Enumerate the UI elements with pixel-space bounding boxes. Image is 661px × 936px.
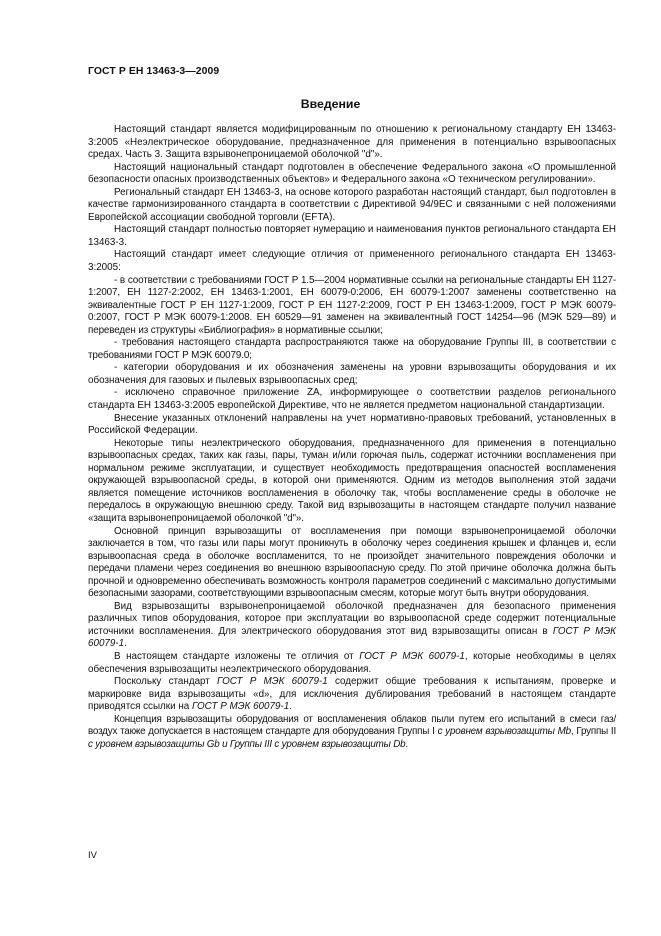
text-run: В настоящем стандарте изложены те отличия от xyxy=(114,650,360,662)
text-run: . xyxy=(124,638,127,650)
paragraph xyxy=(88,676,616,714)
text-run: , Группы II xyxy=(570,726,617,738)
italic-run: с уровнем взрывозащиты Mb xyxy=(437,726,571,738)
paragraph: Региональный стандарт ЕН 13463-3, на основе которого разработан настоящий стандарт, был подготовлен в качестве гармонизированного стандарта в соответствии с Директивой 94/9ЕС и связанными с ней положениями Европейской ассоциации свободной торговли (EFTA). xyxy=(88,186,616,223)
introduction-body xyxy=(88,124,616,751)
paragraph: Настоящий национальный стандарт подготовлен в обеспечение Федерального закона «О промышленной безопасности опасных производственных объектов» и Федерального закона «О техническом регулировании». xyxy=(88,161,616,186)
section-title: Введение xyxy=(300,97,361,111)
standard-reference: ГОСТ Р МЭК 60079-1 xyxy=(88,625,616,650)
text-run: , которые необходимы в целях обеспечения взрывозащиты неэлектрического оборудования. xyxy=(88,650,617,675)
paragraph: Настоящий стандарт является модифицированным по отношению к региональному стандарту ЕН 13463-3:2005 «Неэлектрическое оборудование, предназначенное для применения в потенциально взрывоопасных средах. Часть 3. Защита взрывонепроницаемой оболочкой "d"». xyxy=(88,124,616,161)
standard-reference: ГОСТ Р МЭК 60079-1 xyxy=(217,676,328,688)
italic-run: с уровнем взрывозащиты Gb и Группы III с уровнем взрывозащиты Db xyxy=(88,738,406,750)
paragraph: Основной принцип взрывозащиты от воспламенения при помощи взрывонепроницаемой оболочки заключается в том, что газы или пары могут проникнуть в оболочку через соединения крышек и фланцев и, если взрывоопасная среда в оболочке воспламенится, то не произойдет значительного повреждения оболочки и передачи пламени через соединения во внешнюю взрывоопасную среду. По этой причине оболочка должна быть прочной и одновременно обеспечивать возможность контроля параметров соединений с максимально допустимыми безопасными зазорами, соответствующими взрывоопасным смесям, которые могут быть внутри оборудования. xyxy=(88,525,616,600)
standard-reference: ГОСТ Р МЭК 60079-1 xyxy=(359,650,465,662)
list-item: - категории оборудования и их обозначения заменены на уровни взрывозащиты оборудования и их обозначения для газовых и пылевых взрывоопасных сред; xyxy=(88,362,616,386)
paragraph: Настоящий стандарт полностью повторяет нумерацию и наименования пунктов регионального стандарта ЕН 13463-3. xyxy=(88,224,616,248)
list-item: - исключено справочное приложение ZA, информирующее о соответствии разделов регионального стандарта ЕН 13463-3:2005 европейской Директиве, что не является предметом национальной стандартизации. xyxy=(88,387,616,412)
paragraph xyxy=(88,601,616,651)
paragraph xyxy=(88,714,616,752)
text-run: . xyxy=(405,738,408,750)
text-run: Поскольку стандарт xyxy=(114,676,218,688)
document-number-header: ГОСТ Р ЕН 13463-3—2009 xyxy=(88,66,220,77)
paragraph xyxy=(88,651,616,676)
text-run: содержит общие требования к испытаниям, проверке и маркировке вида взрывозащиты «d», для исключения дублирования требований в настоящем стандарте приводятся ссылки на xyxy=(88,676,616,713)
list-item: - требования настоящего стандарта распространяются также на оборудование Группы III, в соответствии с требованиями ГОСТ Р МЭК 60079.0; xyxy=(88,337,616,361)
list-item: - в соответствии с требованиями ГОСТ Р 1.5—2004 нормативные ссылки на региональные стандарты ЕН 1127-1:2007, ЕН 1127-2:2002, ЕН 13463-1:2001, ЕН 60079-0:2006, ЕН 60079-1:2007 заменены соответственно на эквивалентные ГОСТ Р ЕН 1127-1:2009, ГОСТ Р ЕН 1127-2:2009, ГОСТ Р ЕН 13463-1:2009, ГОСТ Р МЭК 60079-0:2007, ГОСТ Р МЭК 60079-1:2008. ЕН 60529—91 заменен на эквивалентный ГОСТ 14254—96 (МЭК 529—89) и переведен из структуры «Библиография» в нормативные ссылки; xyxy=(88,274,616,336)
page-number: IV xyxy=(88,850,97,861)
text-run: Концепция взрывозащиты оборудования от воспламенения облаков пыли путем его испытаний в смеси газ/воздух также допускается в настоящем стандарте для оборудования Группы I xyxy=(88,713,616,738)
text-run: Вид взрывозащиты взрывонепроницаемой оболочкой предназначен для безопасного применения различных типов оборудования, которое при эксплуатации во взрывоопасной среде содержит потенциальные источники воспламенения. Для электрического оборудования этот вид взрывозащиты описан в xyxy=(88,600,616,637)
standard-reference: ГОСТ Р МЭК 60079-1 xyxy=(192,701,290,713)
paragraph: Настоящий стандарт имеет следующие отличия от примененного регионального стандарта ЕН 13463-3:2005: xyxy=(88,249,616,274)
paragraph: Внесение указанных отклонений направлены на учет нормативно-правовых требований, установленных в Российской Федерации. xyxy=(88,412,616,437)
text-run: . xyxy=(289,701,292,713)
paragraph: Некоторые типы неэлектрического оборудования, предназначенного для применения в потенциально взрывоопасных средах, таких как газы, пары, туман и/или горючая пыль, содержат источники воспламенения при нормальном режиме эксплуатации, и существует необходимость предотвращения опасностей воспламенения окружающей взрывоопасной среды, в которой они применяются. Одним из методов выполнения этой задачи является помещение источников воспламенения в оболочку так, чтобы воспламенение среды в оболочке не передалось в окружающую внешнюю среду. Такой вид взрывозащиты в настоящем стандарте получил название «защита взрывонепроницаемой оболочкой "d"». xyxy=(88,437,616,524)
